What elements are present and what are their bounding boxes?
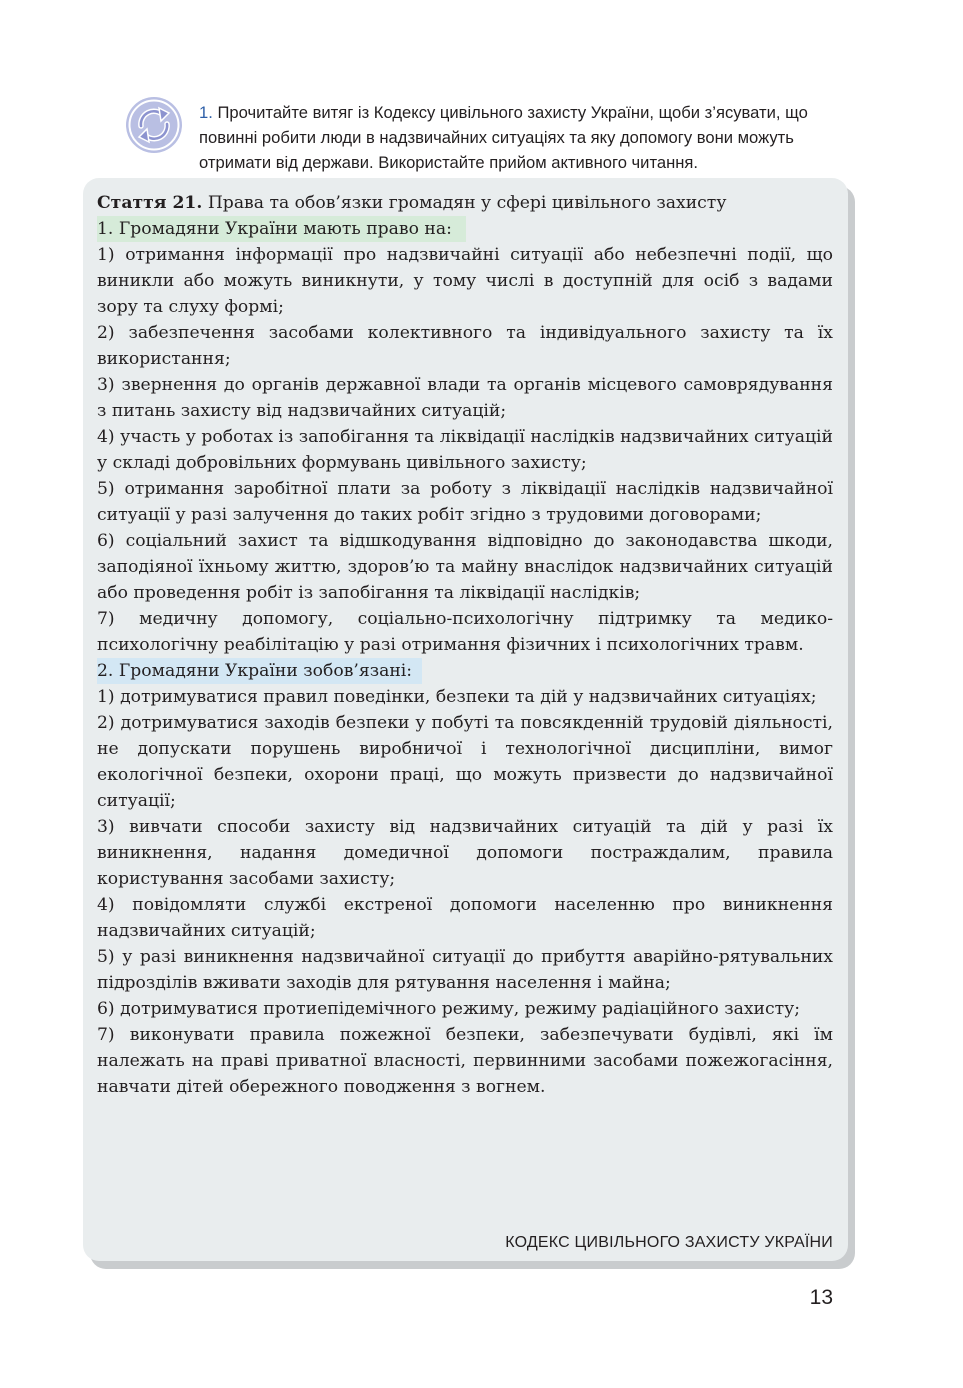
rights-item: 4) участь у роботах із запобігання та ліквідації наслідків надзвичайних ситуацій у складі добровільних формувань цивільного захисту;: [97, 427, 833, 473]
duties-item: 6) дотримуватися протиепідемічного режиму, режиму радіаційного захисту;: [97, 999, 801, 1019]
task-number: 1.: [199, 103, 213, 122]
rights-item: 7) медичну допомогу, соціально-психологічну підтримку та медико-психологічну реабілітацію у разі отримання фізичних і психологічних травм.: [97, 609, 833, 655]
article-heading-title: Права та обов’язки громадян у сфері цивільного захисту: [202, 193, 727, 213]
refresh-cycle-icon: [125, 96, 183, 154]
source-caption: КОДЕКС ЦИВІЛЬНОГО ЗАХИСТУ УКРАЇНИ: [505, 1234, 833, 1251]
article-text: [97, 190, 833, 1100]
duties-item: 7) виконувати правила пожежної безпеки, забезпечувати будівлі, які їм належать на праві приватної власності, первинними засобами пожежогасіння, навчати дітей обережного поводження з вогнем.: [97, 1025, 833, 1097]
duties-item: 5) у разі виникнення надзвичайної ситуації до прибуття аварійно-рятувальних підрозділів вживати заходів для рятування населення і майна;: [97, 947, 833, 993]
duties-item: 4) повідомляти службі екстреної допомоги населенню про виникнення надзвичайних ситуацій;: [97, 895, 833, 941]
rights-item: 6) соціальний захист та відшкодування відповідно до законодавства шкоди, заподіяної їхньому життю, здоров’ю та майну внаслідок надзвичайних ситуацій або проведення робіт із запобігання та ліквідації наслідків;: [97, 531, 833, 603]
article-heading: [97, 190, 833, 216]
rights-item: 5) отримання заробітної плати за роботу з ліквідації наслідків надзвичайної ситуації у разі залучення до таких робіт згідно з трудовими договорами;: [97, 479, 833, 525]
rights-item: 1) отримання інформації про надзвичайні ситуації або небезпечні події, що виникли або можуть виникнути, у тому числі в доступній для осіб з вадами зору та слуху формі;: [97, 245, 833, 317]
rights-item: 2) забезпечення засобами колективного та індивідуального захисту та їх використання;: [97, 323, 833, 369]
duties-item: 2) дотримуватися заходів безпеки у побуті та повсякденній трудовій діяльності, не допускати порушень виробничої і технологічної дисципліни, вимог екологічної безпеки, охорони праці, що можуть призвести до надзвичайної ситуації;: [97, 713, 833, 811]
duties-item: 3) вивчати способи захисту від надзвичайних ситуацій та дій у разі їх виникнення, надання домедичної допомоги постраждалим, правила користування засобами захисту;: [97, 817, 833, 889]
duties-heading-row: [97, 658, 833, 684]
rights-item: 3) звернення до органів державної влади та органів місцевого самоврядування з питань захисту від надзвичайних ситуацій;: [97, 375, 833, 421]
article-heading-label: Стаття 21.: [97, 193, 203, 213]
task-text: Прочитайте витяг із Кодексу цивільного захисту України, щоби з’ясувати, що повинні робити люди в надзвичайних ситуаціях та яку допомогу вони можуть отримати від держави. Використайте прийом активного читання.: [199, 103, 808, 172]
page-number: 13: [809, 1286, 833, 1309]
rights-heading-row: [97, 216, 833, 242]
rights-heading: 1. Громадяни України мають право на:: [97, 216, 466, 242]
duties-item: 1) дотримуватися правил поведінки, безпеки та дій у надзвичайних ситуаціях;: [97, 687, 817, 707]
task-instruction: [199, 100, 849, 175]
duties-heading: 2. Громадяни України зобов’язані:: [97, 658, 422, 684]
